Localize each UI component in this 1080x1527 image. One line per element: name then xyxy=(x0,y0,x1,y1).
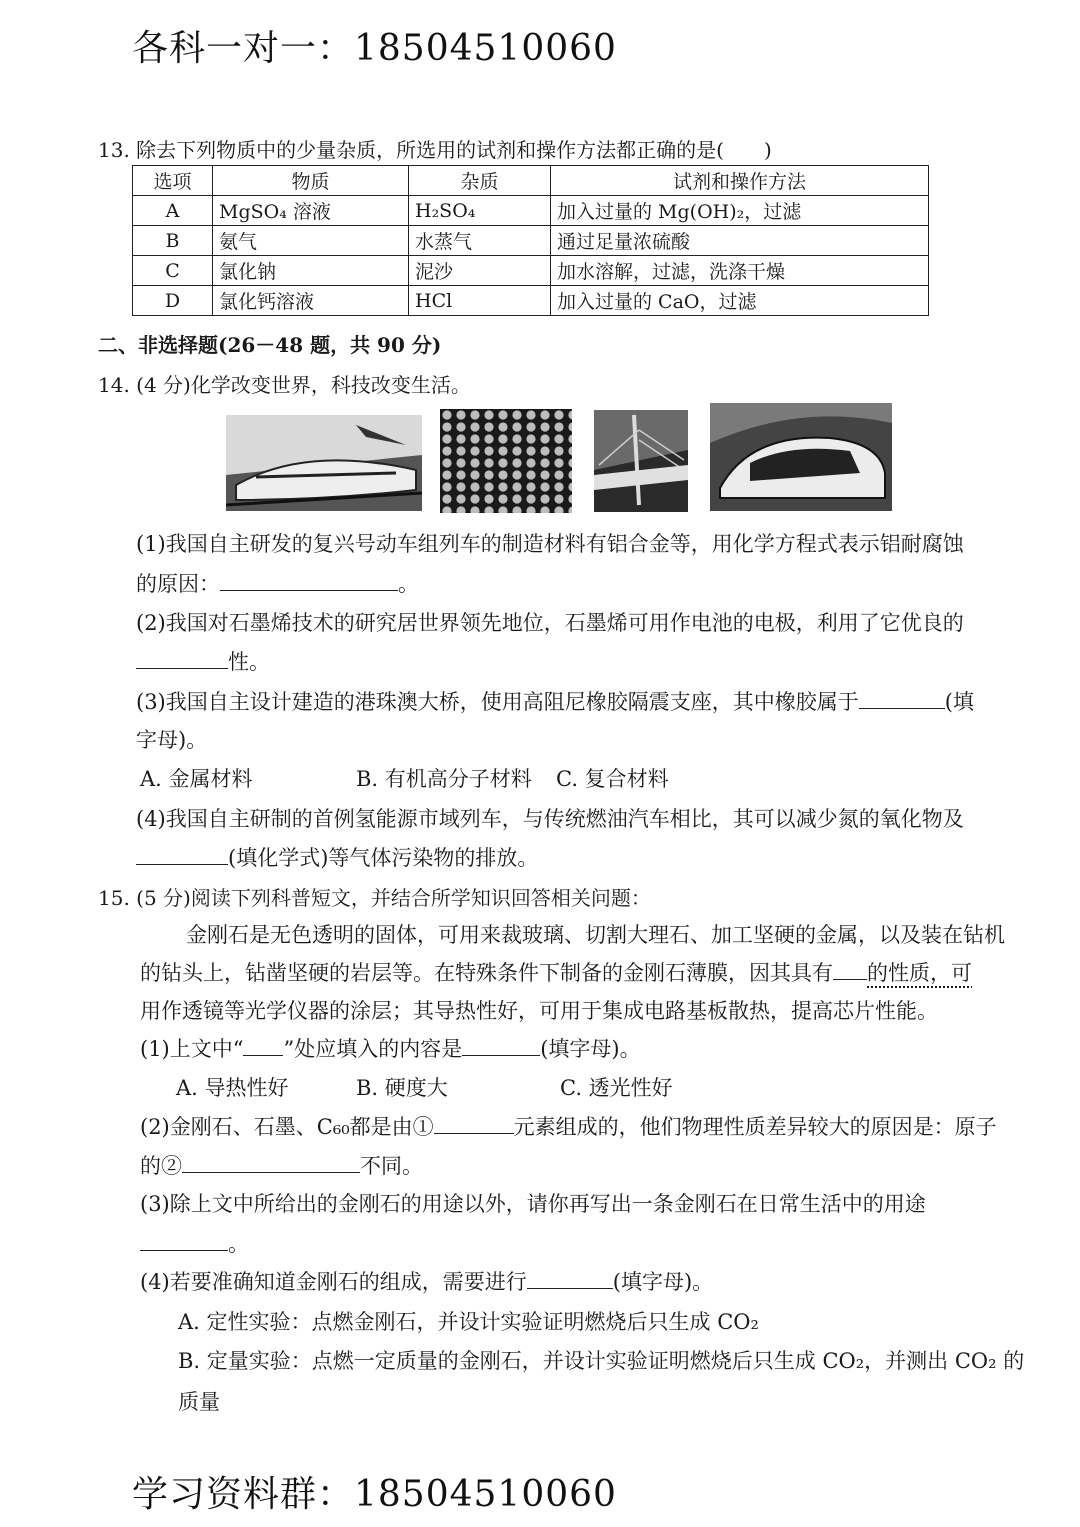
q15-p2-end: 不同。 xyxy=(360,1154,423,1179)
table-cell: HCl xyxy=(409,286,551,316)
answer-blank[interactable] xyxy=(462,1033,540,1056)
table-cell: 通过足量浓硫酸 xyxy=(551,226,929,256)
answer-blank[interactable] xyxy=(527,1266,613,1289)
q15-p1-line xyxy=(140,1033,641,1063)
q14-p2-line1: (2)我国对石墨烯技术的研究居世界领先地位，石墨烯可用作电池的电极，利用了它优良的 xyxy=(136,611,964,635)
table-cell: 加水溶解，过滤，洗涤干燥 xyxy=(551,256,929,286)
q14-p3-line2: 字母)。 xyxy=(136,728,208,752)
table-cell: H₂SO₄ xyxy=(409,196,551,226)
q15-p1-option-c: C. 透光性好 xyxy=(560,1076,673,1100)
table-cell: 水蒸气 xyxy=(409,226,551,256)
q15-p3-line2 xyxy=(140,1228,249,1258)
q15-p1-option-a: A. 导热性好 xyxy=(176,1076,289,1100)
answer-blank[interactable] xyxy=(182,1150,360,1173)
q15-p2-line1 xyxy=(140,1111,997,1141)
table-row xyxy=(133,286,929,316)
q15-para-line3: 用作透镜等光学仪器的涂层；其导热性好，可用于集成电路基板散热，提高芯片性能。 xyxy=(140,999,938,1023)
answer-blank[interactable] xyxy=(434,1111,514,1134)
table-cell: 加入过量的 CaO，过滤 xyxy=(551,286,929,316)
high-speed-train-photo xyxy=(226,415,422,511)
banner-top: 各科一对一：18504510060 xyxy=(132,28,617,69)
q15-p3-end: 。 xyxy=(228,1232,249,1257)
q15-p1-option-b: B. 硬度大 xyxy=(356,1076,448,1100)
answer-blank[interactable] xyxy=(140,1228,228,1251)
table-cell: 氯化钙溶液 xyxy=(213,286,409,316)
header-cell: 杂质 xyxy=(409,166,551,196)
bridge-photo xyxy=(594,410,688,512)
q15-para-emph: 的性质，可 xyxy=(867,961,972,986)
table-cell: 加入过量的 Mg(OH)₂，过滤 xyxy=(551,196,929,226)
q15-p1-text-b: ”处应填入的内容是 xyxy=(283,1037,463,1062)
answer-blank[interactable] xyxy=(136,842,228,865)
q15-p2-text-a: (2)金刚石、石墨、C₆₀都是由① xyxy=(140,1115,434,1140)
q14-p2-end: 性。 xyxy=(228,650,270,675)
q13-stem: 13. 除去下列物质中的少量杂质，所选用的试剂和操作方法都正确的是( ) xyxy=(98,138,772,162)
q14-p1-line2 xyxy=(136,568,419,598)
table-cell: 氨气 xyxy=(213,226,409,256)
q13-table xyxy=(132,165,929,316)
q14-p4-end: (填化学式)等气体污染物的排放。 xyxy=(228,846,539,871)
q15-p2-line2 xyxy=(140,1150,423,1180)
answer-blank[interactable] xyxy=(136,646,228,669)
q15-p1-text-a: (1)上文中“ xyxy=(140,1037,244,1062)
answer-blank[interactable] xyxy=(220,568,398,591)
q14-p1-label: 的原因： xyxy=(136,572,220,597)
table-cell: B xyxy=(133,226,213,256)
table-cell: MgSO₄ 溶液 xyxy=(213,196,409,226)
q14-p3-option-a: A. 金属材料 xyxy=(140,767,253,791)
q14-p4-line1: (4)我国自主研制的首例氢能源市域列车，与传统燃油汽车相比，其可以减少氮的氧化物及 xyxy=(136,807,964,831)
banner-bottom: 学习资料群：18504510060 xyxy=(132,1474,617,1515)
section-heading: 二、非选择题(26－48 题，共 90 分) xyxy=(98,333,442,357)
table-row xyxy=(133,196,929,226)
q15-p2-text-b: 元素组成的，他们物理性质差异较大的原因是：原子 xyxy=(513,1115,997,1140)
graphene-lattice-photo xyxy=(440,409,572,513)
q14-p1-end: 。 xyxy=(398,572,419,597)
q15-p4-option-b: B. 定量实验：点燃一定质量的金刚石，并设计实验证明燃烧后只生成 CO₂，并测出 CO₂ 的 xyxy=(178,1349,1025,1373)
table-cell: 泥沙 xyxy=(409,256,551,286)
table-cell: D xyxy=(133,286,213,316)
table-cell: 氯化钠 xyxy=(213,256,409,286)
fill-blank xyxy=(243,1033,283,1056)
q14-p3-text: (3)我国自主设计建造的港珠澳大桥，使用高阻尼橡胶隔震支座，其中橡胶属于 xyxy=(136,690,859,715)
q15-p4-end: (填字母)。 xyxy=(612,1270,714,1295)
hydrogen-train-photo xyxy=(710,403,892,511)
q14-p3-option-b: B. 有机高分子材料 xyxy=(356,767,532,791)
answer-blank[interactable] xyxy=(859,686,945,709)
q14-p3-option-c: C. 复合材料 xyxy=(556,767,669,791)
header-cell: 试剂和操作方法 xyxy=(551,166,929,196)
q15-p4-text: (4)若要准确知道金刚石的组成，需要进行 xyxy=(140,1270,527,1295)
q15-p3-line1: (3)除上文中所给出的金刚石的用途以外，请你再写出一条金刚石在日常生活中的用途 xyxy=(140,1192,926,1216)
q14-p3-end: (填 xyxy=(944,690,974,715)
table-cell: C xyxy=(133,256,213,286)
q14-p4-line2 xyxy=(136,842,538,872)
q14-stem: 14. (4 分)化学改变世界，科技改变生活。 xyxy=(98,373,471,397)
header-cell: 选项 xyxy=(133,166,213,196)
table-row xyxy=(133,256,929,286)
q15-para-text: 的钻头上，钻凿坚硬的岩层等。在特殊条件下制备的金刚石薄膜，因其具有 xyxy=(140,961,833,986)
table-cell: A xyxy=(133,196,213,226)
q14-p3-line1 xyxy=(136,686,974,716)
q15-para-line1: 金刚石是无色透明的固体，可用来裁玻璃、切割大理石、加工坚硬的金属，以及装在钻机 xyxy=(186,923,1005,947)
table-header-row xyxy=(133,166,929,196)
q15-p1-end: (填字母)。 xyxy=(540,1037,641,1062)
q15-p4-option-b-cont: 质量 xyxy=(178,1390,220,1414)
fill-blank xyxy=(833,957,867,980)
header-cell: 物质 xyxy=(213,166,409,196)
q15-p4-option-a: A. 定性实验：点燃金刚石，并设计实验证明燃烧后只生成 CO₂ xyxy=(178,1310,759,1334)
q15-para-line2 xyxy=(140,957,972,987)
q15-p4-line1 xyxy=(140,1266,713,1296)
table-row xyxy=(133,226,929,256)
q14-p1-line1: (1)我国自主研发的复兴号动车组列车的制造材料有铝合金等，用化学方程式表示铝耐腐蚀 xyxy=(136,532,964,556)
q15-p2-text-c: 的② xyxy=(140,1154,182,1179)
q14-p2-line2 xyxy=(136,646,270,676)
q15-stem: 15. (5 分)阅读下列科普短文，并结合所学知识回答相关问题： xyxy=(98,886,651,910)
